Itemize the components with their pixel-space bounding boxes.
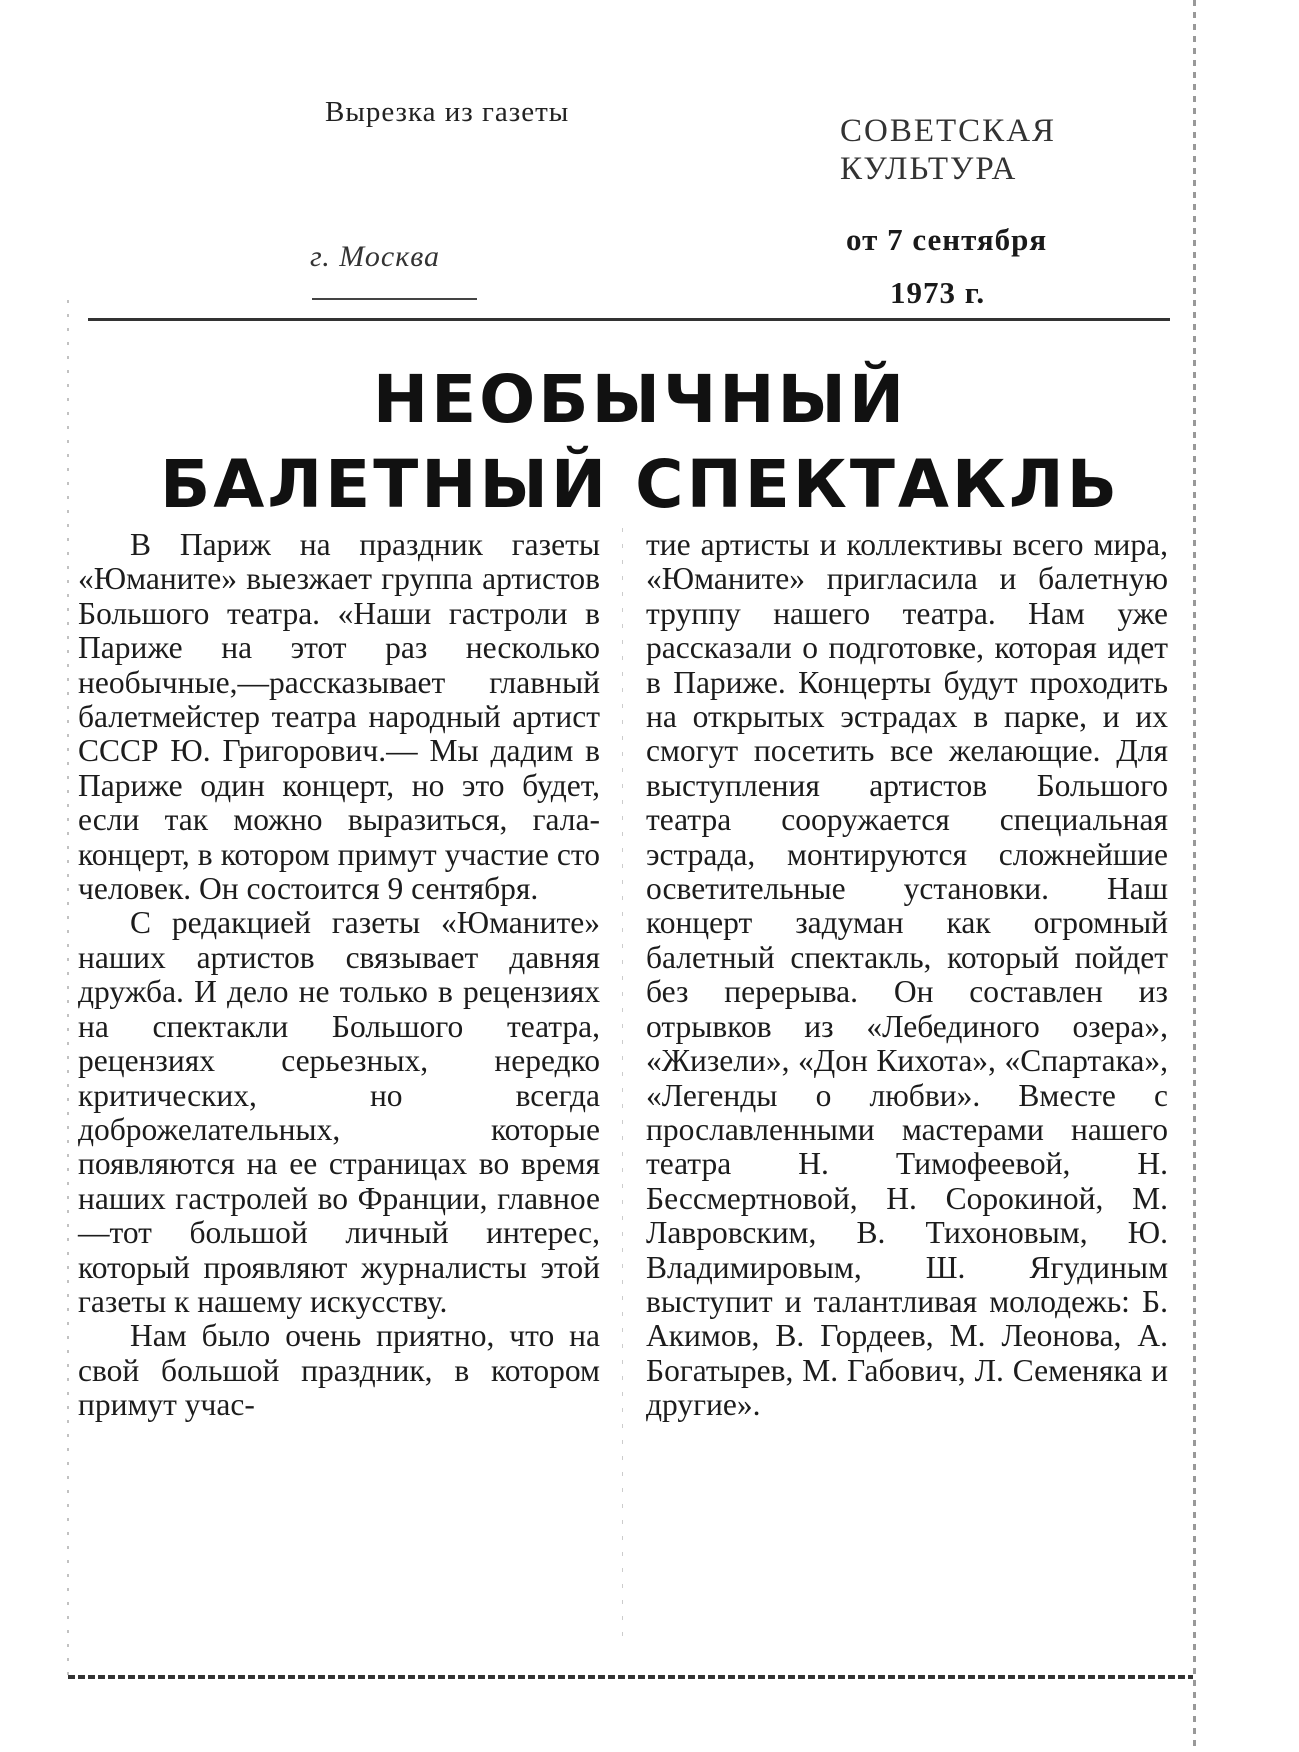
paragraph: Нам было очень приятно, что на свой большой праздник, в котором примут учас- xyxy=(78,1318,600,1423)
date-year: 1973 г. xyxy=(890,275,986,310)
newspaper-name: СОВЕТСКАЯ КУЛЬТУРА xyxy=(840,113,1057,187)
paragraph: В Париж на праздник газеты «Юманите» выезжает группа артистов Большого театра. «Наши гастроли в Париже на этот раз несколько необычные,—рассказывает главный балетмейстер театра народный артист СССР Ю. Григорович.— Мы дадим в Париже один концерт, но это будет, если так можно выразиться, гала-концерт, в котором примут участие сто человек. Он состоится 9 сентября. xyxy=(78,527,600,907)
date-day: от 7 сентября xyxy=(846,222,1048,257)
article-column-left xyxy=(78,528,600,1423)
city-label: г. Москва xyxy=(310,240,441,273)
article-column-right xyxy=(646,528,1168,1423)
clipping-left-edge xyxy=(67,300,69,1680)
article-headline xyxy=(80,360,1200,530)
clipping-label: Вырезка из газеты xyxy=(325,96,570,128)
column-divider xyxy=(622,528,623,1648)
headline-line-2: БАЛЕТНЫЙ СПЕКТАКЛЬ xyxy=(159,446,1121,523)
footer-rule xyxy=(68,1675,1193,1679)
paragraph: С редакцией газеты «Юманите» наших артистов связывает давняя дружба. И дело не только в рецензиях на спектакли Большого театра, рецензиях серьезных, нередко критических, но всегда доброжелательных, которые появляются на ее страницах во время наших гастролей во Франции, главное—тот большой личный интерес, который проявляют журналисты этой газеты к нашему искусству. xyxy=(78,905,600,1319)
city-underline xyxy=(312,298,477,300)
clipping-right-edge xyxy=(1193,0,1196,1752)
paragraph: тие артисты и коллективы всего мира, «Юманите» пригласила и балетную труппу нашего театра. Нам уже рассказали о подготовке, которая идет в Париже. Концерты будут проходить на открытых эстрадах в парке, и их смогут посетить все желающие. Для выступления артистов Большого театра сооружается специальная эстрада, монтируются сложнейшие осветительные установки. Наш концерт задуман как огромный балетный спектакль, который пойдет без перерыва. Он составлен из отрывков из «Лебединого озера», «Жизели», «Дон Кихота», «Спартака», «Легенды о любви». Вместе с прославленными мастерами нашего театра Н. Тимофеевой, Н. Бессмертновой, Н. Сорокиной, М. Лавровским, В. Тихоновым, Ю. Владимировым, Ш. Ягудиным выступит и талантливая молодежь: Б. Акимов, В. Гордеев, М. Леонова, А. Богатырев, М. Габович, Л. Семеняка и другие». xyxy=(646,527,1168,1423)
header-rule xyxy=(88,318,1170,321)
headline-line-1: НЕОБЫЧНЫЙ xyxy=(372,361,908,438)
